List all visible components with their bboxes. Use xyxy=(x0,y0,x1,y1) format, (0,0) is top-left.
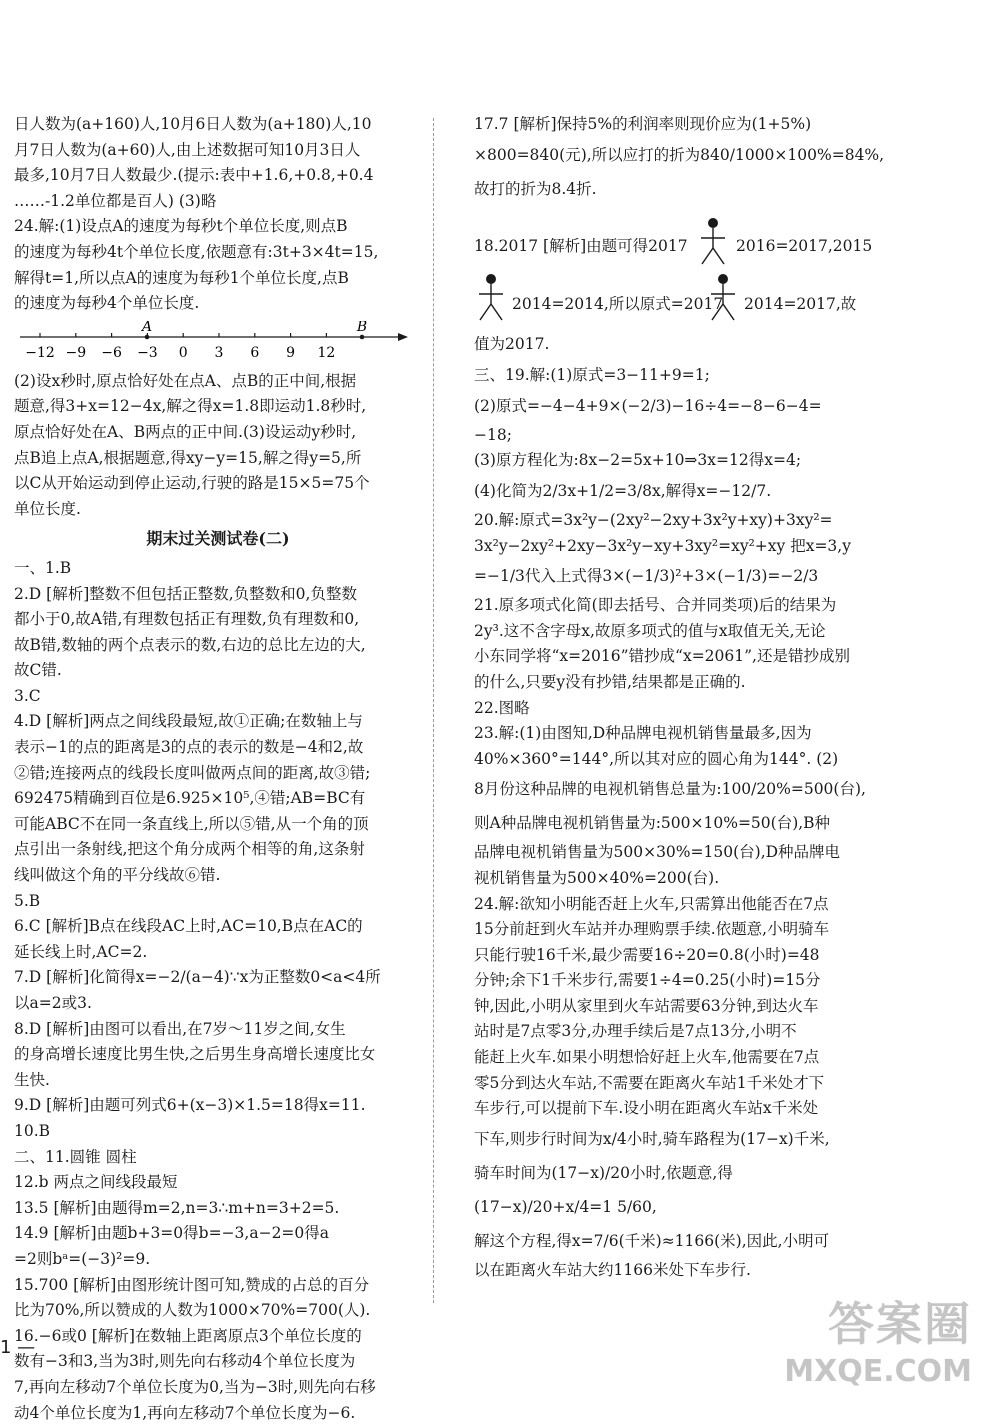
stick-figure-icon xyxy=(696,216,730,268)
text-line: 24.解:(1)设点A的速度为每秒t个单位长度,则点B xyxy=(14,214,422,240)
text-line: 题意,得3+x=12−4x,解之得x=1.8即运动1.8秒时, xyxy=(14,394,422,420)
text-line: 骑车时间为(17−x)/20小时,依题意,得 xyxy=(474,1156,854,1190)
text-line: 7,再向左移动7个单位长度为0,当为−3时,则先向右移 xyxy=(14,1375,422,1401)
tick-label: 6 xyxy=(250,345,259,361)
text-line: 2.D [解析]整数不但包括正整数,负整数和0,负整数 xyxy=(14,582,422,608)
text-line: 分钟;余下1千米步行,需要1÷4=0.25(小时)=15分 xyxy=(474,968,854,994)
text-line: 20.解:原式=3x²y−(2xy²−2xy+3x²y+xy)+3xy²= xyxy=(474,508,854,534)
text-line: 的速度为每秒4t个单位长度,依题意有:3t+3×4t=15, xyxy=(14,240,422,266)
text-line: 22.图略 xyxy=(474,696,854,722)
answer-17-line: ×800=840(元),所以应打的折为840/1000×100%=84%, xyxy=(474,138,854,172)
text-line: 13.5 [解析]由题得m=2,n=3∴m+n=3+2=5. xyxy=(14,1196,422,1222)
text-line: 692475精确到百位是6.925×10⁵,④错;AB=BC有 xyxy=(14,786,422,812)
text-line: 以a=2或3. xyxy=(14,991,422,1017)
text-line: ……-1.2单位都是百人) (3)略 xyxy=(14,189,422,215)
text-line: 站时是7点零3分,办理手续后是7点13分,小明不 xyxy=(474,1019,854,1045)
text-line: 最多,10月7日人数最少.(提示:表中+1.6,+0.8,+0.4 xyxy=(14,163,422,189)
tick-label: 0 xyxy=(179,345,188,361)
text-line: 原点恰好处在A、B两点的正中间.(3)设运动y秒时, xyxy=(14,420,422,446)
text-line: 5.B xyxy=(14,889,422,915)
text-line: ②错;连接两点的线段长度叫做两点间的距离,故③错; xyxy=(14,761,422,787)
answer-18-text: 2014=2017,故 xyxy=(744,292,856,318)
watermark-logo xyxy=(784,1288,972,1389)
right-column xyxy=(474,112,854,1283)
text-line: 都小于0,故A错,有理数包括正有理数,负有理数和0, xyxy=(14,607,422,633)
text-line: 7.D [解析]化简得x=−2/(a−4)∵x为正整数0<a<4所 xyxy=(14,965,422,991)
answer-18-text: 2016=2017,2015 xyxy=(736,234,872,260)
page-number: 1 — xyxy=(0,1337,35,1358)
text-line: 表示−1的点的距离是3的点的表示的数是−4和2,故 xyxy=(14,735,422,761)
text-line: 的速度为每秒4个单位长度. xyxy=(14,291,422,317)
text-line: 2y³.这不含字母x,故原多项式的值与x取值无关,无论 xyxy=(474,619,854,645)
text-line: 12.b 两点之间线段最短 xyxy=(14,1170,422,1196)
watermark-text: 答案圈 xyxy=(784,1288,972,1354)
text-line: 23.解:(1)由图知,D种品牌电视机销售量最多,因为 xyxy=(474,721,854,747)
text-line: 8月份这种品牌的电视机销售总量为:100/20%=500(台), xyxy=(474,772,854,806)
text-line: 一、1.B xyxy=(14,556,422,582)
answer-18 xyxy=(474,216,854,358)
tick-label: 9 xyxy=(286,345,295,361)
text-line: 以在距离火车站大约1166米处下车步行. xyxy=(474,1258,854,1284)
text-line: 15.700 [解析]由图形统计图可知,赞成的占总的百分 xyxy=(14,1273,422,1299)
tick-label: −12 xyxy=(25,345,55,361)
text-line: 比为70%,所以赞成的人数为1000×70%=700(人). xyxy=(14,1298,422,1324)
text-line: 9.D [解析]由题可列式6+(x−3)×1.5=18得x=11. xyxy=(14,1093,422,1119)
answer-17-line: 故打的折为8.4折. xyxy=(474,172,854,206)
text-line: 能赶上火车.如果小明想恰好赶上火车,他需要在7点 xyxy=(474,1045,854,1071)
text-line: 故C错. xyxy=(14,658,422,684)
text-line: 8.D [解析]由图可以看出,在7岁～11岁之间,女生 xyxy=(14,1017,422,1043)
text-line: 3x²y−2xy²+2xy−3x²y−xy+3xy²=xy²+xy 把x=3,y xyxy=(474,534,854,560)
tick-label: −6 xyxy=(101,345,122,361)
text-line: (17−x)/20+x/4=1 5/60, xyxy=(474,1190,854,1224)
text-line: 品牌电视机销售量为500×30%=150(台),D种品牌电 xyxy=(474,840,854,866)
answer-18-text: 2014=2014,所以原式=2017 xyxy=(512,292,723,318)
text-line: 点B追上点A,根据题意,得xy−y=15,解之得y=5,所 xyxy=(14,446,422,472)
text-line: 以C从开始运动到停止运动,行驶的路是15×5=75个 xyxy=(14,471,422,497)
text-line: 延长线上时,AC=2. xyxy=(14,940,422,966)
text-line: −18; xyxy=(474,423,854,449)
text-line: 40%×360°=144°,所以其对应的圆心角为144°. (2) xyxy=(474,747,854,773)
text-line: 三、19.解:(1)原式=3−11+9=1; xyxy=(474,363,854,389)
point-b-label: B xyxy=(356,321,367,335)
text-line: 二、11.圆锥 圆柱 xyxy=(14,1145,422,1171)
text-line: =−1/3代入上式得3×(−1/3)²+3×(−1/3)=−2/3 xyxy=(474,559,854,593)
text-line: 动4个单位长度为1,再向左移动7个单位长度为−6. xyxy=(14,1401,422,1426)
text-line: 可能ABC不在同一条直线上,所以⑤错,从一个角的顶 xyxy=(14,812,422,838)
text-line: 线叫做这个角的平分线故⑥错. xyxy=(14,863,422,889)
text-line: 解得t=1,所以点A的速度为每秒1个单位长度,点B xyxy=(14,266,422,292)
text-line: 下车,则步行时间为x/4小时,骑车路程为(17−x)千米, xyxy=(474,1122,854,1156)
text-line: 钟,因此,小明从家里到火车站需要63分钟,到达火车 xyxy=(474,994,854,1020)
text-line: 单位长度. xyxy=(14,497,422,523)
text-line: 14.9 [解析]由题b+3=0得b=−3,a−2=0得a xyxy=(14,1221,422,1247)
section-title: 期末过关测试卷(二) xyxy=(14,526,422,552)
tick-label: −9 xyxy=(65,345,86,361)
text-line: 只能行驶16千米,最少需要16÷20=0.8(小时)=48 xyxy=(474,943,854,969)
tick-label: −3 xyxy=(137,345,158,361)
tick-label: 12 xyxy=(317,345,335,361)
stick-figure-icon xyxy=(474,272,508,324)
text-line: 6.C [解析]B点在线段AC上时,AC=10,B点在AC的 xyxy=(14,914,422,940)
text-line: 车步行,可以提前下车.设小明在距离火车站x千米处 xyxy=(474,1096,854,1122)
text-line: 数有−3和3,当为3时,则先向右移动4个单位长度为 xyxy=(14,1349,422,1375)
text-line: =2则bᵃ=(−3)²=9. xyxy=(14,1247,422,1273)
text-line: 21.原多项式化简(即去括号、合并同类项)后的结果为 xyxy=(474,593,854,619)
text-line: 小东同学将“x=2016”错抄成“x=2061”,还是错抄成别 xyxy=(474,644,854,670)
text-line: 则A种品牌电视机销售量为:500×10%=50(台),B种 xyxy=(474,806,854,840)
text-line: 生快. xyxy=(14,1068,422,1094)
text-line: 4.D [解析]两点之间线段最短,故①正确;在数轴上与 xyxy=(14,709,422,735)
text-line: (2)设x秒时,原点恰好处在点A、点B的正中间,根据 xyxy=(14,369,422,395)
text-line: (3)原方程化为:8x−2=5x+10⇒3x=12得x=4; xyxy=(474,448,854,474)
watermark-url: MXQE.COM xyxy=(784,1354,972,1389)
text-line: 解这个方程,得x=7/6(千米)≈1166(米),因此,小明可 xyxy=(474,1224,854,1258)
stick-figure-icon xyxy=(706,272,740,324)
text-line: 16.−6或0 [解析]在数轴上距离原点3个单位长度的 xyxy=(14,1324,422,1350)
text-line: 的身高增长速度比男生快,之后男生身高增长速度比女 xyxy=(14,1042,422,1068)
text-line: 点引出一条射线,把这个角分成两个相等的角,这条射 xyxy=(14,837,422,863)
text-line: (4)化简为2/3x+1/2=3/8x,解得x=−12/7. xyxy=(474,474,854,508)
answer-18-text: 18.2017 [解析]由题可得2017 xyxy=(474,234,688,260)
text-line: 的什么,只要y没有抄错,结果都是正确的. xyxy=(474,670,854,696)
text-line: 3.C xyxy=(14,684,422,710)
text-line: 视机销售量为500×40%=200(台). xyxy=(474,866,854,892)
column-divider xyxy=(433,118,434,1303)
answer-18-text: 值为2017. xyxy=(474,332,854,358)
text-line: 故B错,数轴的两个点表示的数,右边的总比左边的大, xyxy=(14,633,422,659)
left-column xyxy=(14,112,422,1426)
text-line: 10.B xyxy=(14,1119,422,1145)
text-line: (2)原式=−4−4+9×(−2/3)−16÷4=−8−6−4= xyxy=(474,389,854,423)
text-line: 月7日人数为(a+60)人,由上述数据可知10月3日人 xyxy=(14,138,422,164)
point-a-label: A xyxy=(140,321,152,335)
text-line: 24.解:欲知小明能否赶上火车,只需算出他能否在7点 xyxy=(474,892,854,918)
text-line: 日人数为(a+160)人,10月6日人数为(a+180)人,10 xyxy=(14,112,422,138)
tick-label: 3 xyxy=(215,345,224,361)
text-line: 15分前赶到火车站并办理购票手续.依题意,小明骑车 xyxy=(474,917,854,943)
number-line xyxy=(14,321,414,363)
text-line: 零5分到达火车站,不需要在距离火车站1千米处才下 xyxy=(474,1071,854,1097)
answer-17-line: 17.7 [解析]保持5%的利润率则现价应为(1+5%) xyxy=(474,112,854,138)
